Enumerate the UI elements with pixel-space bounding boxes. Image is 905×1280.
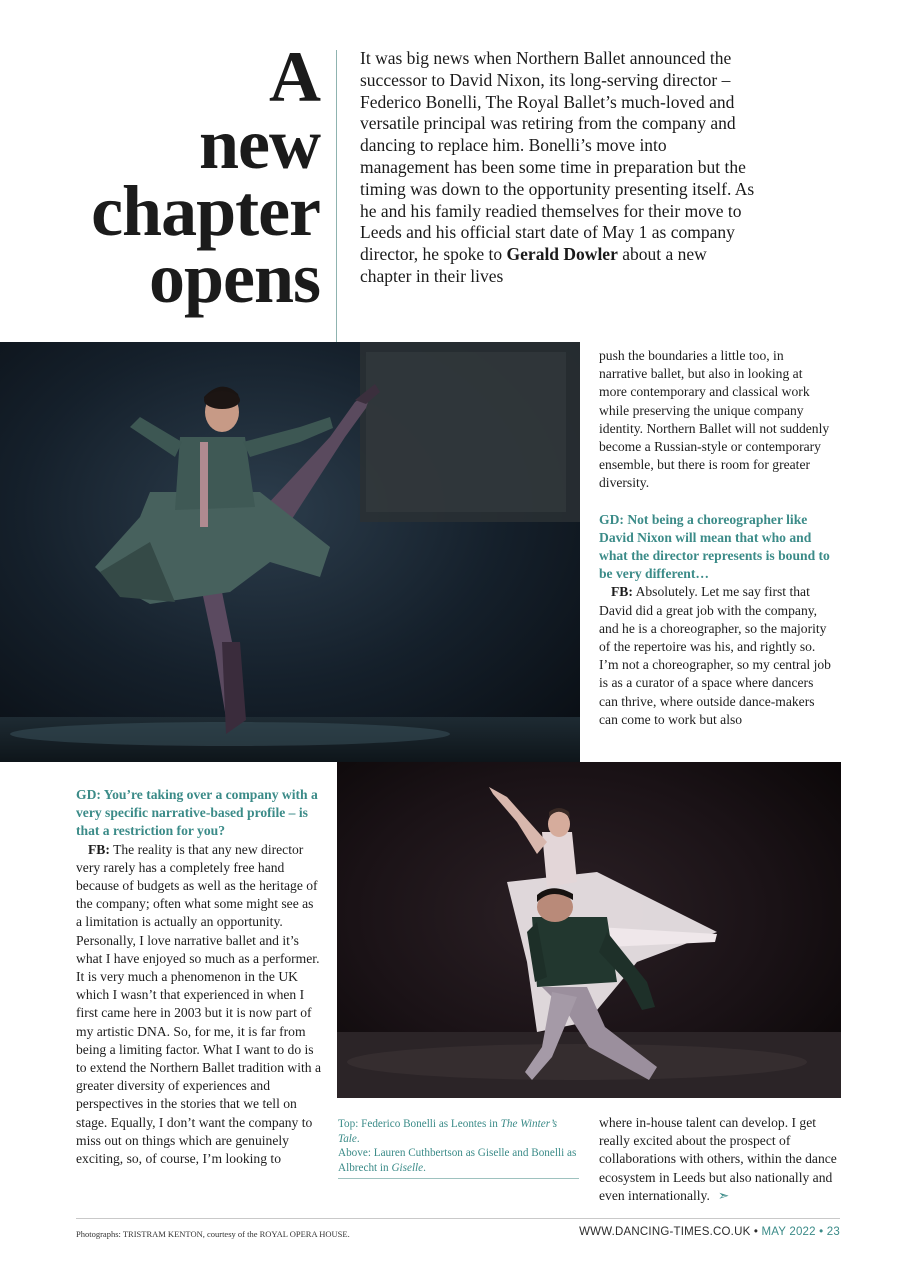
photo-credit: Photographs: TRISTRAM KENTON, courtesy of the ROYAL OPERA HOUSE. — [76, 1229, 350, 1239]
body-paragraph — [599, 1114, 839, 1205]
caption-rule — [338, 1178, 579, 1179]
interview-question: GD: Not being a choreographer like David Nixon will mean that who and what the director represents is bound to be very different… — [599, 511, 830, 582]
photo-leontes — [0, 342, 580, 762]
caption-above-suffix: . — [423, 1161, 426, 1174]
body-column-right-top — [599, 347, 831, 729]
title-line: opens — [148, 238, 320, 318]
body-paragraph: push the boundaries a little too, in narrative ballet, but also in looking at more contemporary and classical work while preserving the unique company identity. Northern Ballet will not suddenly become a Russian-style or contemporary ensemble, but there is room for greater diversity. — [599, 348, 830, 491]
issue-date: MAY 2022 — [761, 1226, 816, 1238]
closing-text: where in-house talent can develop. I get really excited about the prospect of collaborations with others, within the dance ecosystem in Leeds but also nationally and even internationally. — [599, 1115, 837, 1203]
caption-top-prefix: Top: Federico Bonelli as Leontes in — [338, 1118, 498, 1130]
body-paragraph — [599, 583, 831, 729]
photo-caption — [338, 1117, 578, 1175]
answer-text: Absolutely. Let me say first that David did a great job with the company, and he is a choreographer, so the majority of the repertoire was his, and rightly so. I’m not a choreographer, so my central job is as a curator of a space where dancers can thrive, where outside dance-makers can come to work but also — [599, 584, 831, 727]
body-column-left — [76, 786, 322, 1168]
speaker-label: FB: — [611, 584, 633, 600]
footer-rule — [76, 1218, 840, 1219]
caption-above-prefix: Above: Lauren Cuthbertson as Giselle and Bonelli as Albrecht in — [338, 1147, 577, 1174]
standfirst-tail: about a new chapter in their lives — [360, 244, 707, 286]
author-name: Gerald Dowler — [506, 244, 618, 265]
title-line: chapter — [91, 171, 320, 251]
title-line: A — [269, 37, 320, 117]
answer-text: The reality is that any new director very rarely has a completely free hand because of budgets as well as the heritage of the company; often what some might see as a limitation is actually an opportunity. Personally, I love narrative ballet and it’s what I have enjoyed so much as a performer. It is very much a phenomenon in the UK which I wasn’t that experienced in when I first came here in 2003 but it is now part of my artistic DNA. So, for me, it is far from being a limiting factor. What I want to do is to extend the Northern Ballet tradition with a greater diversity of experiences and perspectives in the stories that we tell on stage. Equally, I don’t want the company to miss out on things which are genuinely exciting, so, of course, I’m looking to — [76, 841, 321, 1167]
standfirst-text: It was big news when Northern Ballet announced the successor to David Nixon, its long-serving director – Federico Bonelli, The Royal Ballet’s much-loved and versatile principal was retiring from the company and dancing to replace him. Bonelli’s move into management has been some time in preparation but the timing was down to the opportunity presenting itself. As he and his family readied themselves for their move to Leeds and his official start date of May 1 as company director, he spoke to — [360, 48, 755, 265]
page-footer — [579, 1226, 840, 1238]
body-paragraph — [76, 841, 322, 1169]
website-link[interactable]: WWW.DANCING-TIMES.CO.UK — [579, 1226, 751, 1238]
standfirst — [360, 48, 760, 288]
caption-top-suffix: . — [356, 1132, 360, 1145]
title-line: new — [199, 104, 320, 184]
caption-top-title: The Winter’s Tale — [338, 1118, 558, 1145]
end-mark-icon: ➣ — [717, 1187, 730, 1203]
caption-above-title: Giselle — [391, 1161, 424, 1174]
page-number: 23 — [826, 1226, 840, 1238]
interview-question: GD: You’re taking over a company with a very specific narrative-based profile – is that a restriction for you? — [76, 787, 318, 839]
footer-separator: • — [753, 1226, 759, 1238]
photo-giselle — [337, 762, 841, 1098]
title-divider — [336, 50, 337, 342]
speaker-label: FB: — [88, 841, 110, 857]
body-column-right-bottom — [599, 1114, 839, 1205]
article-title — [40, 37, 320, 318]
footer-separator: • — [819, 1226, 824, 1238]
